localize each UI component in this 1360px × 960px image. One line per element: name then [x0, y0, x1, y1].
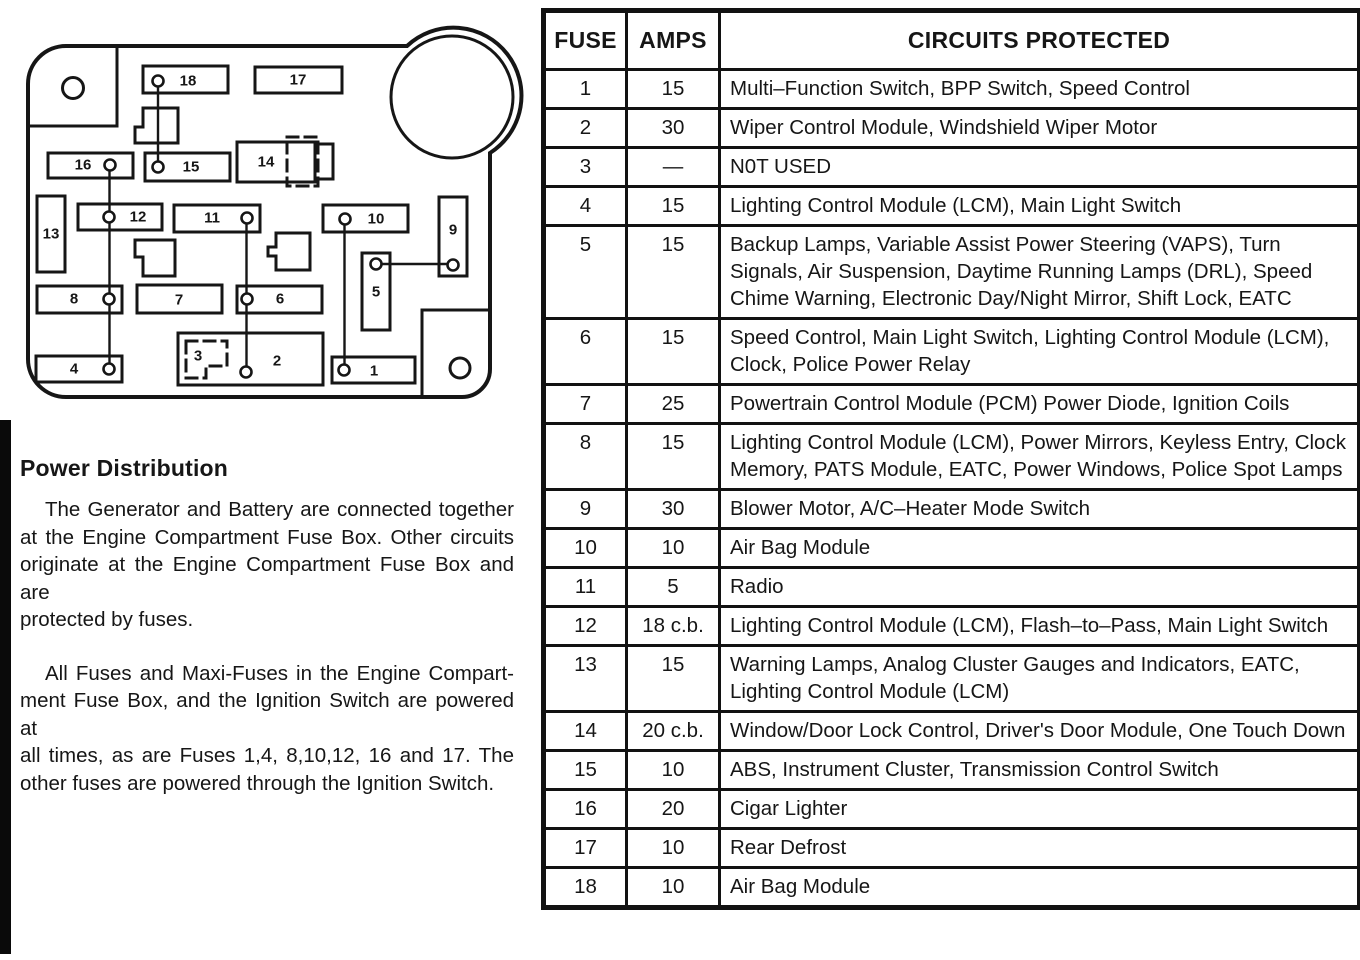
mount-hole-top-left [63, 78, 84, 99]
amps-cell: 30 [627, 109, 720, 148]
circuits-cell: Air Bag Module [720, 868, 1360, 908]
fuse-number-cell: 3 [544, 148, 627, 187]
table-row [544, 790, 1360, 829]
fuse-number-cell: 1 [544, 70, 627, 109]
fuse-2-label: 2 [272, 352, 282, 370]
fuse-number-cell: 2 [544, 109, 627, 148]
circuits-cell: Speed Control, Main Light Switch, Lighting Control Module (LCM), Clock, Police Power Relay [720, 319, 1360, 385]
circuits-cell: Warning Lamps, Analog Cluster Gauges and Indicators, EATC, Lighting Control Module (LCM) [720, 646, 1360, 712]
amps-cell: 10 [627, 829, 720, 868]
paragraph-line: at the Engine Compartment Fuse Box. Other circuits [20, 525, 514, 549]
circuits-cell: Lighting Control Module (LCM), Main Light Switch [720, 187, 1360, 226]
table-row [544, 712, 1360, 751]
fuse-number-cell: 10 [544, 529, 627, 568]
circuits-cell: Cigar Lighter [720, 790, 1360, 829]
amps-cell: 10 [627, 751, 720, 790]
table-row [544, 868, 1360, 908]
circuits-cell: Lighting Control Module (LCM), Power Mirrors, Keyless Entry, Clock Memory, PATS Module, EATC, Power Windows, Police Spot Lamps [720, 424, 1360, 490]
paragraph-line: All Fuses and Maxi-Fuses in the Engine Compart- [45, 661, 514, 685]
amps-cell: 15 [627, 187, 720, 226]
circuits-cell: Air Bag Module [720, 529, 1360, 568]
fuse-10-label: 10 [367, 210, 385, 228]
col-header-circuits: CIRCUITS PROTECTED [720, 11, 1360, 70]
amps-cell: 20 c.b. [627, 712, 720, 751]
table-row [544, 187, 1360, 226]
fusebox-outline [28, 28, 521, 397]
fuse-number-cell: 14 [544, 712, 627, 751]
large-round-cutout [391, 36, 513, 158]
fuse-16-label: 16 [74, 156, 92, 174]
fuse-12-box [78, 204, 162, 230]
relay-shape-middle [135, 240, 175, 276]
amps-cell: 15 [627, 70, 720, 109]
relay-shape-tabbed [268, 233, 310, 270]
fuse-number-cell: 8 [544, 424, 627, 490]
amps-cell: 10 [627, 529, 720, 568]
circuits-cell: Blower Motor, A/C–Heater Mode Switch [720, 490, 1360, 529]
fuse-14-dashed-box [287, 137, 318, 186]
table-row [544, 529, 1360, 568]
fuse-14-label: 14 [257, 153, 275, 171]
fuse-3-label: 3 [193, 347, 203, 365]
table-row [544, 385, 1360, 424]
fuse-number-cell: 5 [544, 226, 627, 319]
col-header-amps: AMPS [627, 11, 720, 70]
fuse-box-diagram [0, 0, 540, 430]
fuse-number-cell: 17 [544, 829, 627, 868]
fuse-number-cell: 6 [544, 319, 627, 385]
section-heading: Power Distribution [20, 455, 229, 481]
circuits-cell: Rear Defrost [720, 829, 1360, 868]
fuse-18-label: 18 [179, 72, 197, 90]
table-row [544, 646, 1360, 712]
amps-cell: 25 [627, 385, 720, 424]
table-row [544, 490, 1360, 529]
table-row [544, 319, 1360, 385]
table-row [544, 226, 1360, 319]
fuse-5-label: 5 [371, 283, 381, 301]
fuse-14-box [237, 142, 315, 182]
fuse-9-label: 9 [448, 221, 458, 239]
circuits-cell: ABS, Instrument Cluster, Transmission Control Switch [720, 751, 1360, 790]
fuse-number-cell: 16 [544, 790, 627, 829]
circuits-cell: Window/Door Lock Control, Driver's Door Module, One Touch Down [720, 712, 1360, 751]
power-distribution-section [20, 455, 514, 823]
circuits-cell: Multi–Function Switch, BPP Switch, Speed Control [720, 70, 1360, 109]
amps-cell: 18 c.b. [627, 607, 720, 646]
fuse-1-label: 1 [369, 362, 379, 380]
fuse-number-cell: 15 [544, 751, 627, 790]
relay-shape-upper [135, 108, 178, 143]
fuse-4-label: 4 [69, 360, 79, 378]
fuse-13-label: 13 [42, 225, 60, 243]
circuits-cell: Powertrain Control Module (PCM) Power Diode, Ignition Coils [720, 385, 1360, 424]
paragraph-line: The Generator and Battery are connected together [45, 498, 514, 521]
table-row [544, 829, 1360, 868]
circuits-cell: N0T USED [720, 148, 1360, 187]
fuse-8-label: 8 [69, 290, 79, 308]
scan-edge-artifact [0, 420, 11, 954]
table-row [544, 424, 1360, 490]
table-row [544, 751, 1360, 790]
amps-cell: 15 [627, 226, 720, 319]
fuse-3-dashed-shape [186, 341, 227, 378]
bottom-right-step-line [422, 310, 490, 397]
amps-cell: 30 [627, 490, 720, 529]
mount-hole-bottom-right [450, 358, 470, 378]
paragraph-line: other fuses are powered through the Ignition Switch. [20, 771, 495, 795]
fuse-table [541, 8, 1360, 910]
fuse-number-cell: 9 [544, 490, 627, 529]
col-header-fuse: FUSE [544, 11, 627, 70]
paragraph-line: originate at the Engine Compartment Fuse Box and are [20, 553, 514, 604]
amps-cell: 20 [627, 790, 720, 829]
fuse-number-cell: 13 [544, 646, 627, 712]
fuse-number-cell: 18 [544, 868, 627, 908]
table-header-row [544, 11, 1360, 70]
circuits-cell: Lighting Control Module (LCM), Flash–to–Pass, Main Light Switch [720, 607, 1360, 646]
fuse-number-cell: 11 [544, 568, 627, 607]
table-row [544, 70, 1360, 109]
amps-cell: 15 [627, 319, 720, 385]
table-row [544, 109, 1360, 148]
fuse-11-label: 11 [204, 209, 220, 227]
table-row [544, 148, 1360, 187]
fuse-number-cell: 7 [544, 385, 627, 424]
top-left-step-line [28, 46, 117, 126]
amps-cell: — [627, 148, 720, 187]
table-row [544, 607, 1360, 646]
fuse-number-cell: 4 [544, 187, 627, 226]
fuse-12-label: 12 [129, 208, 147, 226]
fuse-6-label: 6 [275, 290, 285, 308]
amps-cell: 15 [627, 646, 720, 712]
circuits-cell: Backup Lamps, Variable Assist Power Steering (VAPS), Turn Signals, Air Suspension, Daytime Running Lamps (DRL), Speed Chime Warning, Electronic Day/Night Mirror, Shift Lock, EATC [720, 226, 1360, 319]
amps-cell: 5 [627, 568, 720, 607]
circuits-cell: Wiper Control Module, Windshield Wiper Motor [720, 109, 1360, 148]
fuse-10-box [323, 205, 408, 232]
fuse-17-label: 17 [289, 71, 307, 89]
amps-cell: 15 [627, 424, 720, 490]
paragraph [20, 660, 514, 798]
paragraph [20, 496, 514, 634]
paragraph-line: ment Fuse Box, and the Ignition Switch are powered at [20, 689, 514, 740]
fuse-number-cell: 12 [544, 607, 627, 646]
circuits-cell: Radio [720, 568, 1360, 607]
fuse-7-label: 7 [174, 291, 184, 309]
amps-cell: 10 [627, 868, 720, 908]
table-row [544, 568, 1360, 607]
paragraph-line: protected by fuses. [20, 608, 194, 631]
paragraph-line: all times, as are Fuses 1,4, 8,10,12, 16 and 17. The [20, 744, 514, 767]
fuse-15-label: 15 [182, 158, 200, 176]
